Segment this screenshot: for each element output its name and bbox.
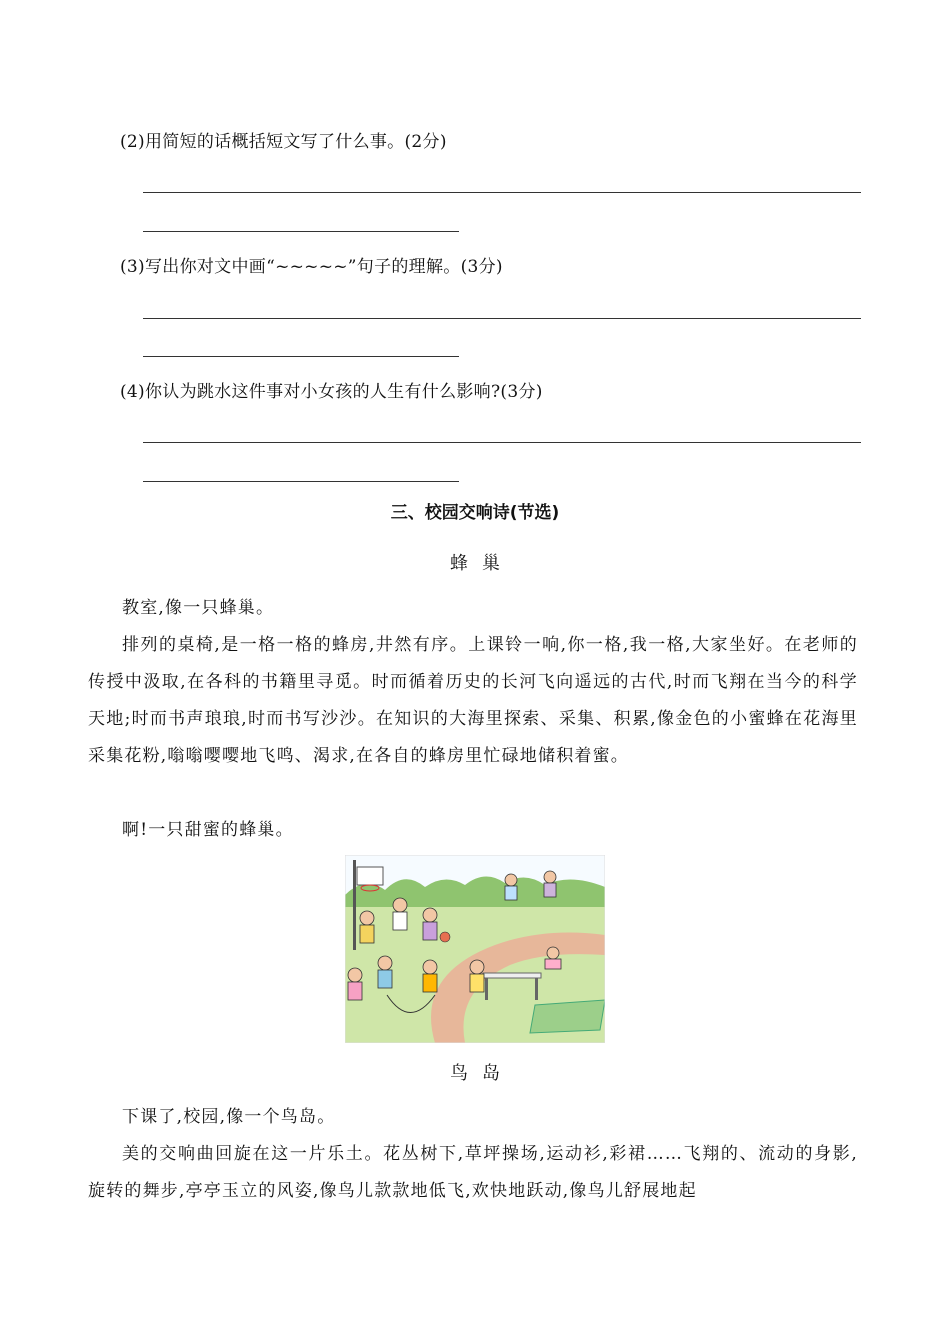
schoolyard-illustration [345, 855, 605, 1043]
question-3: (3)写出你对文中画“~~~~~”句子的理解。(3分) [120, 257, 503, 277]
answer-line[interactable] [143, 481, 459, 482]
answer-line[interactable] [143, 192, 861, 193]
paragraph: 啊!一只甜蜜的蜂巢。 [122, 820, 294, 840]
paragraph: 排列的桌椅,是一格一格的蜂房,井然有序。上课铃一响,你一格,我一格,大家坐好。在老师的传授中汲取,在各科的书籍里寻觅。时而循着历史的长河飞向遥远的古代,时而飞翔在当今的科学天地;时而书声琅琅,时而书写沙沙。在知识的大海里探索、采集、积累,像金色的小蜜蜂在花海里采集花粉,嗡嗡嘤嘤地飞鸣、渴求,在各自的蜂房里忙碌地储积着蜜。 [88, 635, 858, 766]
answer-line[interactable] [143, 318, 861, 319]
paragraph: 下课了,校园,像一个鸟岛。 [122, 1107, 336, 1127]
subsection-title-honeycomb: 蜂巢 [450, 553, 514, 574]
section-title: 三、校园交响诗(节选) [390, 503, 560, 523]
paragraph: 教室,像一只蜂巢。 [122, 598, 275, 618]
paragraph: 美的交响曲回旋在这一片乐土。花丛树下,草坪操场,运动衫,彩裙……飞翔的、流动的身影,旋转的舞步,亭亭玉立的风姿,像鸟儿款款地低飞,欢快地跃动,像鸟儿舒展地起 [88, 1144, 858, 1201]
question-4: (4)你认为跳水这件事对小女孩的人生有什么影响?(3分) [120, 382, 543, 402]
subsection-title-bird-island: 鸟岛 [450, 1063, 514, 1084]
answer-line[interactable] [143, 231, 459, 232]
answer-line[interactable] [143, 356, 459, 357]
answer-line[interactable] [143, 442, 861, 443]
question-2: (2)用简短的话概括短文写了什么事。(2分) [120, 132, 447, 152]
